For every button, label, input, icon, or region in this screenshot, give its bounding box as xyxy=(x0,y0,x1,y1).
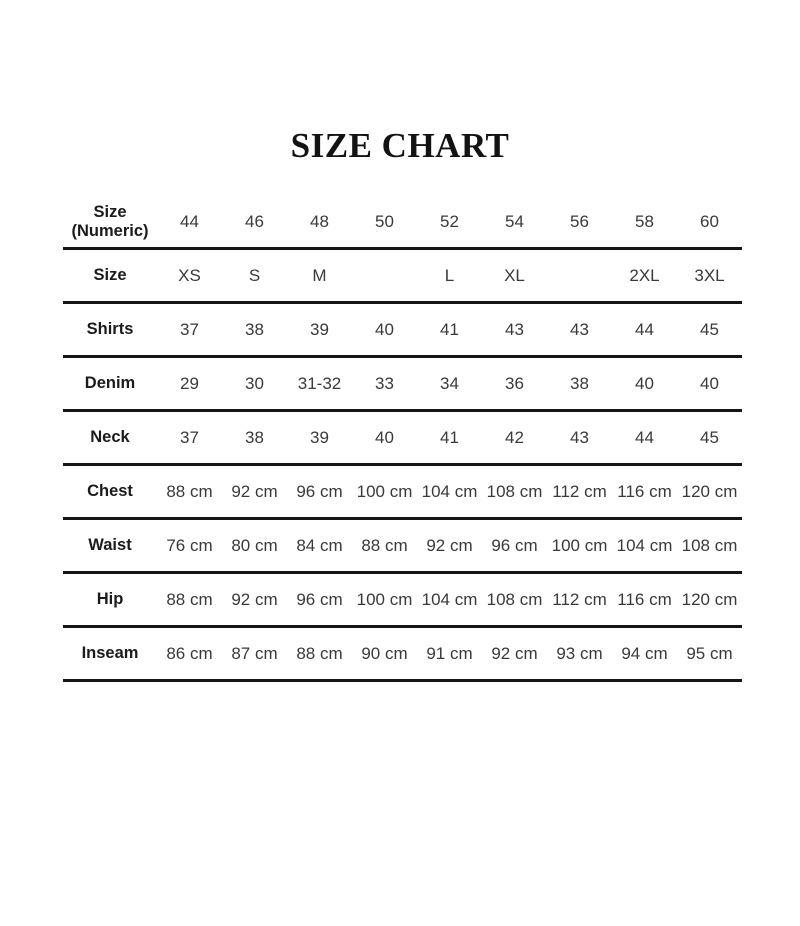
table-cell: 120 cm xyxy=(677,573,742,627)
table-cell: 37 xyxy=(157,303,222,357)
table-cell: 104 cm xyxy=(612,519,677,573)
table-cell: 46 xyxy=(222,196,287,249)
table-cell: 100 cm xyxy=(352,573,417,627)
table-cell: 37 xyxy=(157,411,222,465)
table-cell: 39 xyxy=(287,411,352,465)
row-label: Neck xyxy=(63,411,157,465)
table-cell: 100 cm xyxy=(547,519,612,573)
table-cell: 39 xyxy=(287,303,352,357)
table-cell: 87 cm xyxy=(222,627,287,681)
table-cell: 108 cm xyxy=(482,465,547,519)
row-label: Size (Numeric) xyxy=(63,196,157,249)
table-cell: 41 xyxy=(417,411,482,465)
table-cell: 41 xyxy=(417,303,482,357)
table-cell: 96 cm xyxy=(287,573,352,627)
table-cell: 120 cm xyxy=(677,465,742,519)
table-row xyxy=(63,249,742,303)
table-row xyxy=(63,627,742,681)
table-cell: 90 cm xyxy=(352,627,417,681)
table-cell: 38 xyxy=(547,357,612,411)
table-cell: 30 xyxy=(222,357,287,411)
table-cell: 2XL xyxy=(612,249,677,303)
row-label: Waist xyxy=(63,519,157,573)
table-cell: 92 cm xyxy=(222,465,287,519)
row-label: Hip xyxy=(63,573,157,627)
table-row xyxy=(63,519,742,573)
row-label: Chest xyxy=(63,465,157,519)
table-cell: 58 xyxy=(612,196,677,249)
table-cell: 96 cm xyxy=(482,519,547,573)
table-cell: 44 xyxy=(157,196,222,249)
table-cell: 38 xyxy=(222,411,287,465)
row-label: Denim xyxy=(63,357,157,411)
row-label: Size xyxy=(63,249,157,303)
table-cell: 88 cm xyxy=(157,465,222,519)
table-row xyxy=(63,303,742,357)
table-cell: 116 cm xyxy=(612,573,677,627)
table-cell: M xyxy=(287,249,352,303)
table-cell: XL xyxy=(482,249,547,303)
table-cell: 40 xyxy=(352,411,417,465)
table-cell: 104 cm xyxy=(417,573,482,627)
table-cell: 40 xyxy=(677,357,742,411)
table-row xyxy=(63,573,742,627)
table-cell: 40 xyxy=(352,303,417,357)
table-cell: 36 xyxy=(482,357,547,411)
table-cell: 44 xyxy=(612,411,677,465)
table-cell: 91 cm xyxy=(417,627,482,681)
table-cell: 93 cm xyxy=(547,627,612,681)
table-row xyxy=(63,465,742,519)
table-cell: 86 cm xyxy=(157,627,222,681)
table-cell: 43 xyxy=(547,411,612,465)
table-cell: 45 xyxy=(677,303,742,357)
table-cell: 3XL xyxy=(677,249,742,303)
table-cell: 29 xyxy=(157,357,222,411)
table-row xyxy=(63,357,742,411)
table-cell: 96 cm xyxy=(287,465,352,519)
table-row xyxy=(63,196,742,249)
table-cell: 42 xyxy=(482,411,547,465)
table-row xyxy=(63,411,742,465)
table-cell: 40 xyxy=(612,357,677,411)
table-cell: 76 cm xyxy=(157,519,222,573)
table-cell: 88 cm xyxy=(157,573,222,627)
table-cell: 34 xyxy=(417,357,482,411)
table-cell: 112 cm xyxy=(547,573,612,627)
table-cell: 108 cm xyxy=(482,573,547,627)
table-cell: 48 xyxy=(287,196,352,249)
table-cell: 43 xyxy=(482,303,547,357)
table-cell: 92 cm xyxy=(482,627,547,681)
table-cell: 43 xyxy=(547,303,612,357)
row-label: Shirts xyxy=(63,303,157,357)
table-cell: 44 xyxy=(612,303,677,357)
row-label: Inseam xyxy=(63,627,157,681)
table-cell: 54 xyxy=(482,196,547,249)
table-cell: 88 cm xyxy=(352,519,417,573)
table-cell: 116 cm xyxy=(612,465,677,519)
table-cell: 45 xyxy=(677,411,742,465)
table-cell: 95 cm xyxy=(677,627,742,681)
page-title: SIZE CHART xyxy=(290,126,510,165)
table-cell: 60 xyxy=(677,196,742,249)
size-chart-table-body xyxy=(63,196,742,681)
table-cell: L xyxy=(417,249,482,303)
table-cell: 92 cm xyxy=(222,573,287,627)
table-cell: XS xyxy=(157,249,222,303)
table-cell: 100 cm xyxy=(352,465,417,519)
table-cell: 80 cm xyxy=(222,519,287,573)
table-cell xyxy=(352,249,417,303)
table-cell: 38 xyxy=(222,303,287,357)
table-cell: 31-32 xyxy=(287,357,352,411)
table-cell xyxy=(547,249,612,303)
table-cell: S xyxy=(222,249,287,303)
table-cell: 52 xyxy=(417,196,482,249)
table-cell: 92 cm xyxy=(417,519,482,573)
table-cell: 94 cm xyxy=(612,627,677,681)
table-cell: 33 xyxy=(352,357,417,411)
table-cell: 104 cm xyxy=(417,465,482,519)
table-cell: 50 xyxy=(352,196,417,249)
table-cell: 88 cm xyxy=(287,627,352,681)
size-chart-table xyxy=(63,196,742,682)
table-cell: 112 cm xyxy=(547,465,612,519)
table-cell: 108 cm xyxy=(677,519,742,573)
table-cell: 84 cm xyxy=(287,519,352,573)
table-cell: 56 xyxy=(547,196,612,249)
